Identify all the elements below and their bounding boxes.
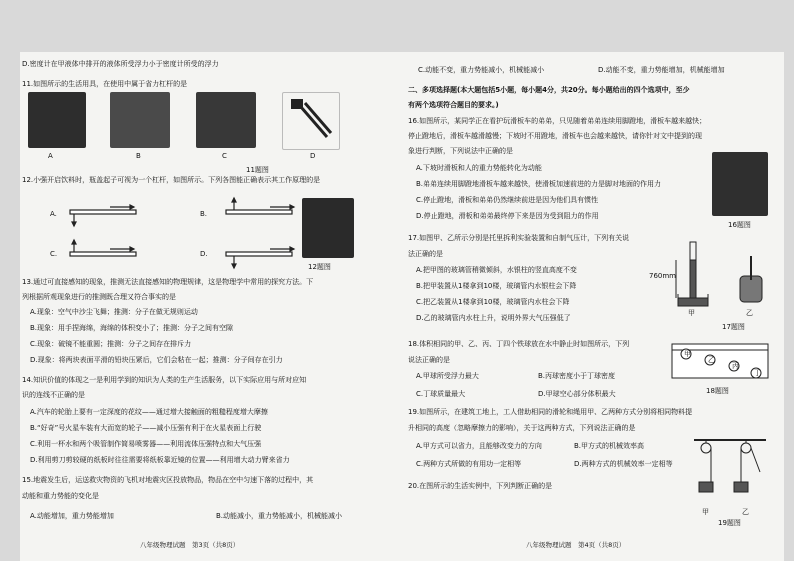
section-multiple-choice-line1: 二、多项选择题(本大题包括5小题，每小题4分，共20分。每小题给出的四个选项中，至少 <box>408 86 690 94</box>
q19-stem-line2: 升相同的高度（忽略摩擦力的影响），关于这两种方式，下列说法正确的是 <box>408 424 636 432</box>
exam-page-4 <box>406 52 774 561</box>
q18-ball-yi: 乙 <box>708 356 715 364</box>
q19-label-yi: 乙 <box>742 508 749 516</box>
q17-stem-line1: 17.如图甲、乙所示分别是托里拆利实验装置和自制气压计，下列有关说 <box>408 234 630 242</box>
q13-stem-line1: 13.通过可直接感知的现象，推测无法直接感知的物理规律，这是物理学中常用的探究方法。下 <box>22 278 314 286</box>
q11-label-c: C <box>222 152 227 160</box>
q17-option-a: A.把甲图的玻璃管稍微倾斜，水银柱的竖直高度不变 <box>416 266 577 274</box>
q18-stem-line1: 18.体积相同的甲、乙、丙、丁四个铁球放在水中静止时如图所示，下列 <box>408 340 630 348</box>
q16-option-b: B.弟弟连续用脚蹬地滑板车越来越快，使滑板加速前进的力是脚对地面的作用力 <box>416 180 662 188</box>
q18-option-c: C.丁球质量最大 <box>416 390 466 398</box>
q15-option-d: D.动能不变，重力势能增加，机械能增加 <box>598 66 725 74</box>
q11-label-a: A <box>48 152 53 160</box>
q14-option-c: C.利用一杯水和两个吸管制作简易喷雾器——利用流体压强特点和大气压强 <box>30 440 262 448</box>
q15-option-a: A.动能增加，重力势能增加 <box>30 512 114 520</box>
q16-stem-line1: 16.如图所示，某同学正在看护玩滑板车的弟弟，只见随着弟弟连续用脚蹬地，滑板车越来越快； <box>408 117 707 125</box>
q15-option-b: B.动能减小，重力势能减小，机械能减小 <box>216 512 343 520</box>
q11-label-b: B <box>136 152 141 160</box>
q10-option-d: D.密度计在甲液体中排开的液体所受浮力小于密度计所受的浮力 <box>22 60 219 68</box>
exam-page-3 <box>20 52 392 561</box>
q16-stem-line3: 象进行判断，下列说法中正确的是 <box>408 147 513 155</box>
q12-label-d: D. <box>200 250 208 258</box>
q19-label-jia: 甲 <box>702 508 709 516</box>
q16-option-c: C.停止蹬地，滑板和弟弟仍然继续前进是因为他们具有惯性 <box>416 196 599 204</box>
q18-ball-jia: 甲 <box>684 350 691 358</box>
q13-stem-line2: 列根据所观现象进行的推测既合理又符合事实的是 <box>22 293 176 301</box>
q11-image-a <box>28 92 86 148</box>
q14-stem-line1: 14.知识价值的体现之一是利用学到的知识为人类的生产生活服务，以下实际应用与所对应知 <box>22 376 307 384</box>
q17-caption: 17题图 <box>722 323 745 331</box>
q18-option-d: D.甲球空心部分体积最大 <box>538 390 616 398</box>
q14-stem-line2: 识的连线不正确的是 <box>22 391 85 399</box>
q17-label-yi: 乙 <box>746 309 753 317</box>
q18-ball-ding: 丁 <box>754 369 761 377</box>
q19-option-c: C.两种方式所做的有用功一定相等 <box>416 460 522 468</box>
q14-option-d: D.利用剪刀剪较硬的纸板时往往需要将纸板靠近镜的位置——利用增大动力臂来省力 <box>30 456 290 464</box>
q15-stem-line1: 15.地震发生后，运送救灾物资的飞机对地震灾区投放物品，物品在空中匀速下落的过程中，其 <box>22 476 314 484</box>
q17-label-jia: 甲 <box>688 309 695 317</box>
q11-image-b <box>110 92 170 148</box>
q12-lever-diagrams <box>50 196 310 276</box>
q15-option-c: C.动能不变，重力势能减小，机械能减小 <box>418 66 545 74</box>
tweezers-drawing <box>283 93 339 149</box>
q16-option-d: D.停止蹬地，滑板和弟弟最终停下来是因为受到阻力的作用 <box>416 212 599 220</box>
q14-option-a: A.汽车的轮胎上要有一定深度的花纹——通过增大接触面的粗糙程度增大摩擦 <box>30 408 268 416</box>
q18-option-a: A.甲球所受浮力最大 <box>416 372 479 380</box>
q19-option-a: A.甲方式可以省力，且能够改变力的方向 <box>416 442 542 450</box>
q18-stem-line2: 说法正确的是 <box>408 356 450 364</box>
q15-stem-line2: 动能和重力势能的变化是 <box>22 492 99 500</box>
q18-ball-bing: 丙 <box>732 362 739 370</box>
q12-stem: 12.小强开启饮料时，瓶盖起子可视为一个杠杆，如图所示。下列各图能正确表示其工作原理的是 <box>22 176 321 184</box>
q16-option-a: A.下坡时滑板和人的重力势能转化为动能 <box>416 164 542 172</box>
q13-option-a: A.现象：空气中沙尘飞舞；推测：分子在做无规则运动 <box>30 308 198 316</box>
q18-option-b: B.丙球密度小于丁球密度 <box>538 372 616 380</box>
q12-caption: 12题图 <box>308 263 331 271</box>
q17-barometer-diagram <box>668 236 772 316</box>
q17-height-label: 760mm <box>649 272 676 280</box>
q12-label-b: B. <box>200 210 208 218</box>
q11-image-c <box>196 92 256 148</box>
q12-bottle-opener-image <box>302 198 354 258</box>
page4-footer: 八年级物理试题 第4页（共8页） <box>526 541 626 549</box>
q12-label-a: A. <box>50 210 57 218</box>
section-multiple-choice-line2: 有两个选项符合题目的要求。) <box>408 101 499 109</box>
q13-option-b: B.现象：用手捏海绵，海绵的体积变小了；推测：分子之间有空隙 <box>30 324 234 332</box>
q11-label-d: D <box>310 152 316 160</box>
q16-skateboard-image <box>712 152 768 216</box>
exam-sheet <box>20 52 784 561</box>
q17-stem-line2: 法正确的是 <box>408 250 443 258</box>
q11-caption: 11题图 <box>246 166 269 174</box>
q14-option-b: B.“好奇”号火星车装有大而宽的轮子——减小压强有利于在火星表面上行驶 <box>30 424 262 432</box>
q20-stem: 20.在图所示的生活实例中，下列判断正确的是 <box>408 482 553 490</box>
q11-stem: 11.如图所示的生活用具，在使用中属于省力杠杆的是 <box>22 80 188 88</box>
page3-footer: 八年级物理试题 第3页（共8页） <box>140 541 240 549</box>
q19-pulley-diagram <box>694 438 766 502</box>
q11-image-d <box>282 92 340 150</box>
q17-option-c: C.把乙装置从1楼拿到10楼，玻璃管内水柱会下降 <box>416 298 570 306</box>
q13-option-d: D.现象：将两块表面平滑的铅块压紧后，它们会粘在一起；推测：分子间存在引力 <box>30 356 283 364</box>
q18-caption: 18题图 <box>706 387 729 395</box>
q19-option-d: D.两种方式的机械效率一定相等 <box>574 460 673 468</box>
q17-option-d: D.乙的玻璃管内水柱上升，说明外界大气压强低了 <box>416 314 571 322</box>
q16-stem-line2: 停止蹬地后，滑板车越滑越慢；下坡时不用蹬地，滑板车也会越来越快，请你针对文中提到的现 <box>408 132 702 140</box>
q16-caption: 16题图 <box>728 221 751 229</box>
q19-caption: 19题图 <box>718 519 741 527</box>
q13-option-c: C.现象：破镜不能重圆；推测：分子之间存在排斥力 <box>30 340 192 348</box>
q12-label-c: C. <box>50 250 58 258</box>
q19-option-b: B.甲方式的机械效率高 <box>574 442 645 450</box>
q19-stem-line1: 19.如图所示，在建筑工地上，工人借助相同的滑轮和绳用甲、乙两种方式分别将相同物料提 <box>408 408 693 416</box>
q17-option-b: B.把甲装置从1楼拿到10楼，玻璃管内水银柱会下降 <box>416 282 577 290</box>
